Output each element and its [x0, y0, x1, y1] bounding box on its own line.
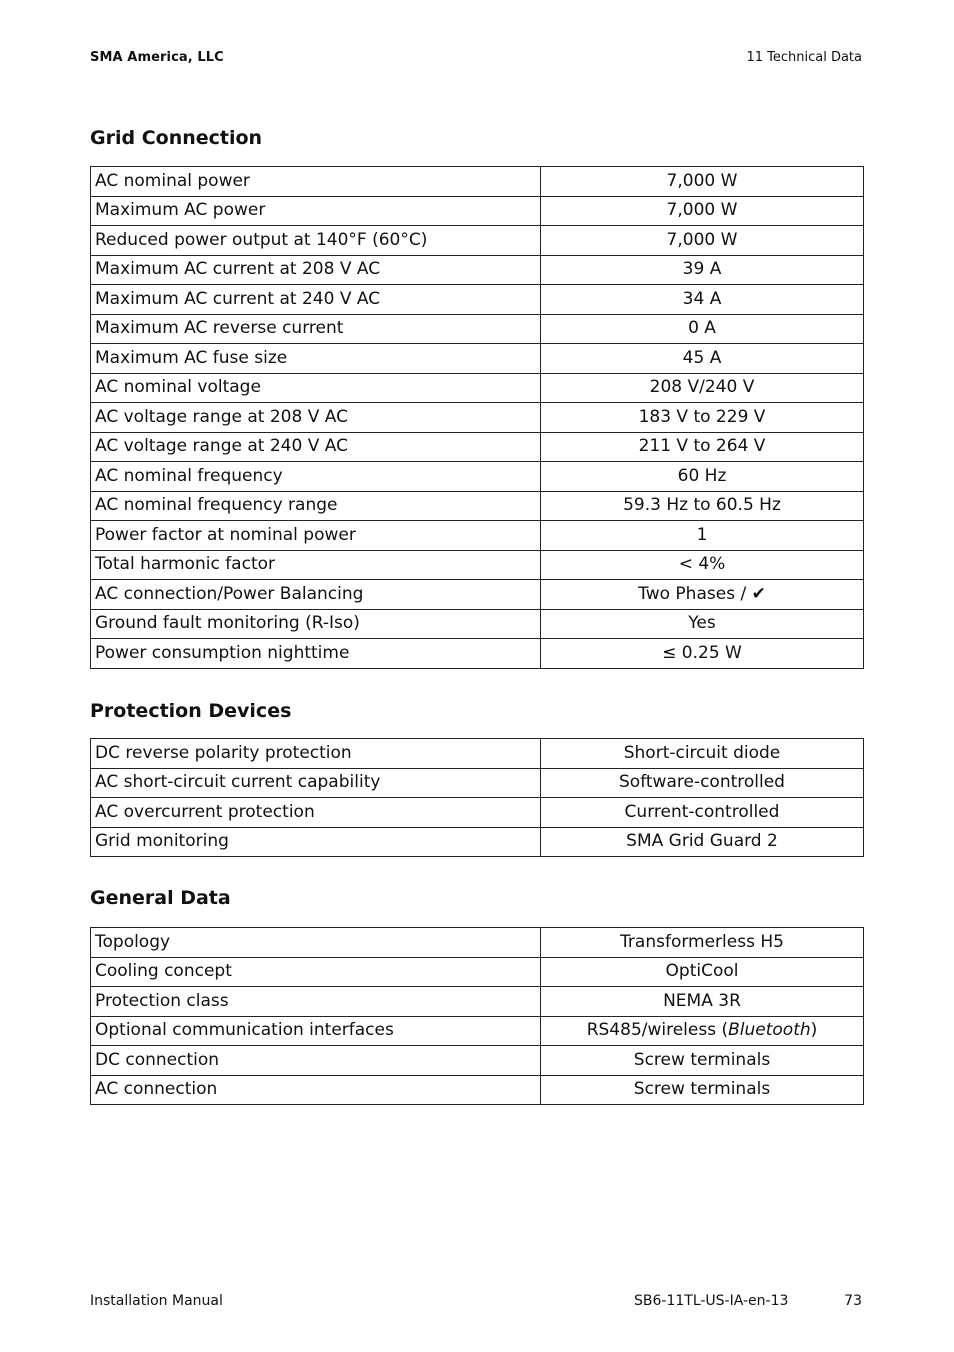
spec-label: Total harmonic factor — [91, 550, 541, 580]
spec-label: Ground fault monitoring (R-Iso) — [91, 609, 541, 639]
spec-value: 1 — [541, 521, 864, 551]
spec-value: 59.3 Hz to 60.5 Hz — [541, 491, 864, 521]
spec-value: 7,000 W — [541, 167, 864, 197]
spec-label: Protection class — [91, 987, 541, 1017]
spec-value-suffix: ) — [810, 1020, 818, 1041]
table-row — [91, 314, 864, 344]
spec-label: AC nominal frequency range — [91, 491, 541, 521]
footer-manual: Installation Manual — [90, 1293, 223, 1309]
spec-label: Maximum AC power — [91, 196, 541, 226]
spec-label: DC reverse polarity protection — [91, 739, 541, 769]
spec-value: < 4% — [541, 550, 864, 580]
spec-label: Maximum AC reverse current — [91, 314, 541, 344]
grid-connection-table — [90, 166, 864, 669]
spec-label: Maximum AC current at 208 V AC — [91, 255, 541, 285]
spec-label: AC nominal voltage — [91, 373, 541, 403]
spec-label: Power consumption nighttime — [91, 639, 541, 669]
spec-label: AC overcurrent protection — [91, 798, 541, 828]
footer-doc-code: SB6-11TL-US-IA-en-13 — [634, 1293, 789, 1309]
spec-label: AC connection/Power Balancing — [91, 580, 541, 610]
table-row — [91, 255, 864, 285]
table-row — [91, 928, 864, 958]
table-row — [91, 167, 864, 197]
spec-label: AC connection — [91, 1075, 541, 1105]
spec-label: DC connection — [91, 1046, 541, 1076]
table-row — [91, 739, 864, 769]
table-row — [91, 1046, 864, 1076]
spec-value: Screw terminals — [541, 1075, 864, 1105]
spec-label: Optional communication interfaces — [91, 1016, 541, 1046]
spec-label: Grid monitoring — [91, 827, 541, 857]
spec-value: 60 Hz — [541, 462, 864, 492]
table-row — [91, 768, 864, 798]
spec-label: Topology — [91, 928, 541, 958]
spec-label: Maximum AC fuse size — [91, 344, 541, 374]
table-row — [91, 987, 864, 1017]
spec-value: Yes — [541, 609, 864, 639]
page-number: 73 — [844, 1293, 862, 1309]
spec-label: AC voltage range at 240 V AC — [91, 432, 541, 462]
section-title-grid-connection: Grid Connection — [90, 127, 263, 149]
table-row — [91, 226, 864, 256]
table-row — [91, 580, 864, 610]
spec-value: Transformerless H5 — [541, 928, 864, 958]
protection-devices-table — [90, 738, 864, 857]
spec-value: OptiCool — [541, 957, 864, 987]
spec-value: SMA Grid Guard 2 — [541, 827, 864, 857]
table-row — [91, 196, 864, 226]
spec-label: Power factor at nominal power — [91, 521, 541, 551]
header-company: SMA America, LLC — [90, 50, 224, 65]
table-row — [91, 957, 864, 987]
table-row — [91, 521, 864, 551]
spec-value: 208 V/240 V — [541, 373, 864, 403]
spec-value: Two Phases / ✔ — [541, 580, 864, 610]
spec-value-italic: Bluetooth — [728, 1020, 811, 1041]
spec-value: 183 V to 229 V — [541, 403, 864, 433]
spec-value: Software-controlled — [541, 768, 864, 798]
header-chapter: 11 Technical Data — [746, 50, 862, 65]
spec-label: Reduced power output at 140°F (60°C) — [91, 226, 541, 256]
table-row — [91, 798, 864, 828]
table-row — [91, 432, 864, 462]
spec-value: 7,000 W — [541, 226, 864, 256]
table-row — [91, 373, 864, 403]
table-row — [91, 550, 864, 580]
spec-value: 34 A — [541, 285, 864, 315]
general-data-table — [90, 927, 864, 1105]
table-row — [91, 403, 864, 433]
spec-value: 7,000 W — [541, 196, 864, 226]
spec-value: Short-circuit diode — [541, 739, 864, 769]
spec-value: 0 A — [541, 314, 864, 344]
spec-label: AC nominal frequency — [91, 462, 541, 492]
spec-value — [541, 1016, 864, 1046]
section-title-general-data: General Data — [90, 887, 231, 909]
table-row — [91, 639, 864, 669]
spec-label: Cooling concept — [91, 957, 541, 987]
spec-label: AC short-circuit current capability — [91, 768, 541, 798]
table-row — [91, 285, 864, 315]
spec-value: ≤ 0.25 W — [541, 639, 864, 669]
spec-value: Current-controlled — [541, 798, 864, 828]
table-row — [91, 609, 864, 639]
table-row — [91, 462, 864, 492]
table-row — [91, 491, 864, 521]
spec-value-prefix: RS485/wireless ( — [586, 1020, 729, 1041]
spec-value: 45 A — [541, 344, 864, 374]
table-row — [91, 1016, 864, 1046]
spec-label: AC nominal power — [91, 167, 541, 197]
spec-label: Maximum AC current at 240 V AC — [91, 285, 541, 315]
table-row — [91, 1075, 864, 1105]
table-row — [91, 344, 864, 374]
spec-label: AC voltage range at 208 V AC — [91, 403, 541, 433]
spec-value: Screw terminals — [541, 1046, 864, 1076]
spec-value: 211 V to 264 V — [541, 432, 864, 462]
table-row — [91, 827, 864, 857]
spec-value: 39 A — [541, 255, 864, 285]
spec-value: NEMA 3R — [541, 987, 864, 1017]
section-title-protection-devices: Protection Devices — [90, 700, 292, 722]
